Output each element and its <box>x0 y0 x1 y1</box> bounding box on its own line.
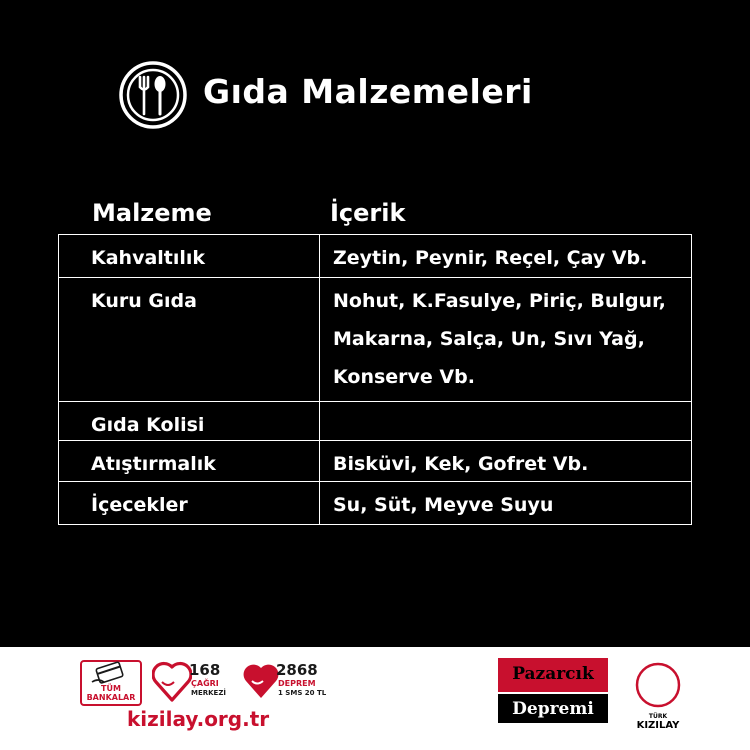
table-cell-item: Kahvaltılık <box>59 235 320 277</box>
content-line: Bisküvi, Kek, Gofret Vb. <box>333 453 589 475</box>
table-cell-item: Gıda Kolisi <box>59 402 320 440</box>
kizilay-line-2: KIZILAY <box>636 720 680 731</box>
column-header-item: Malzeme <box>92 199 212 227</box>
fork-spoon-plate-icon <box>118 60 188 130</box>
sms-badge <box>243 658 333 706</box>
table-cell-item: Atıştırmalık <box>59 441 320 481</box>
table-row <box>59 278 692 402</box>
kizilay-wordmark <box>622 713 694 732</box>
footer-bar <box>0 647 750 750</box>
table-row <box>59 235 692 278</box>
content-line: Makarna, Salça, Un, Sıvı Yağ, <box>333 328 645 350</box>
campaign-line-1: Pazarcık <box>498 658 608 692</box>
sms-sublabel: 1 SMS 20 TL <box>278 689 327 697</box>
banks-label-line: BANKALAR <box>86 693 136 702</box>
campaign-label <box>498 658 608 723</box>
all-banks-badge <box>80 660 142 706</box>
sms-label: DEPREM <box>278 679 316 688</box>
content-line: Nohut, K.Fasulye, Piriç, Bulgur, <box>333 290 666 312</box>
table-cell-content <box>320 441 692 481</box>
call-center-number: 168 <box>189 661 221 679</box>
table-row <box>59 402 692 441</box>
kizilay-line-1: TÜRK <box>648 713 668 720</box>
supplies-table <box>58 234 692 525</box>
red-crescent-logo-icon <box>634 661 682 709</box>
heart-filled-icon <box>243 660 279 700</box>
page-title: Gıda Malzemeleri <box>203 72 533 111</box>
call-center-badge <box>152 658 236 706</box>
banks-label-line: TÜM <box>101 684 121 693</box>
content-line: Su, Süt, Meyve Suyu <box>333 494 554 516</box>
table-cell-content <box>320 235 692 277</box>
website-link[interactable]: kizilay.org.tr <box>127 707 270 731</box>
content-line: Zeytin, Peynir, Reçel, Çay Vb. <box>333 247 648 269</box>
table-cell-content <box>320 278 692 401</box>
call-center-sublabel: MERKEZİ <box>191 689 227 697</box>
table-row <box>59 482 692 525</box>
call-center-label: ÇAĞRI <box>191 679 219 688</box>
column-header-content: İçerik <box>330 199 406 227</box>
table-row <box>59 441 692 482</box>
table-cell-item: Kuru Gıda <box>59 278 320 401</box>
sms-number: 2868 <box>276 661 318 679</box>
heart-icon <box>152 658 192 704</box>
table-cell-item: İçecekler <box>59 482 320 524</box>
campaign-line-2: Depremi <box>498 692 608 723</box>
content-line: Konserve Vb. <box>333 366 475 388</box>
table-cell-content <box>320 482 692 524</box>
table-cell-content <box>320 402 692 440</box>
